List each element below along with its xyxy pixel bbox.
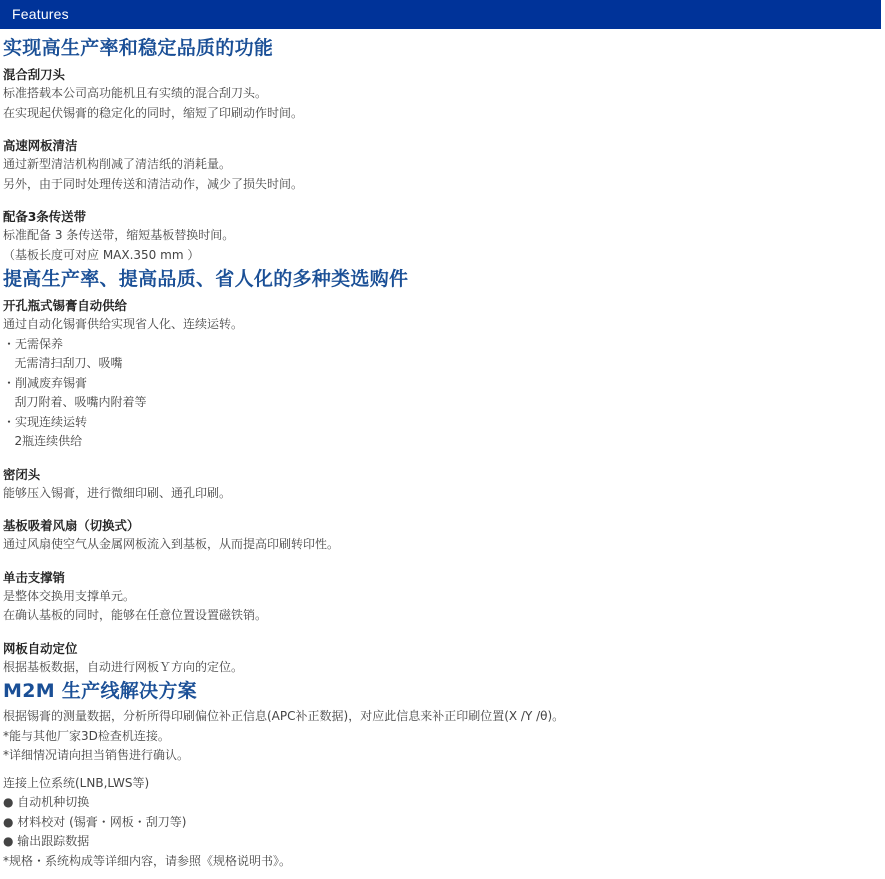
item-line: ・无需保养 (3, 336, 64, 351)
item-title: 高速网板清洁 (3, 138, 78, 153)
paragraph-line: ● 自动机种切换 (3, 795, 90, 809)
features-header-title: Features (12, 6, 69, 22)
feature-item-stencil-cleaning (3, 137, 881, 194)
item-line: 在实现起伏锡膏的稳定化的同时，缩短了印刷动作时间。 (3, 105, 304, 120)
features-content (3, 36, 881, 871)
feature-item-closed-head (3, 466, 881, 504)
item-line: 在确认基板的同时，能够在任意位置设置磁铁销。 (3, 608, 268, 622)
feature-item-auto-solder-supply (3, 297, 881, 452)
item-line: 通过新型清洁机构削减了清洁纸的消耗量。 (3, 157, 232, 171)
item-line: 通过风扇使空气从金属网板流入到基板，从而提高印刷转印性。 (3, 537, 340, 551)
section-heading-m2m: M2M 生产线解决方案 (3, 680, 197, 702)
item-line: 通过自动化锡膏供给实现省人化、连续运转。 (3, 317, 244, 331)
item-line: 标准配备 3 条传送带，缩短基板替换时间。 (3, 228, 235, 242)
item-line: ・实现连续运转 (3, 414, 88, 429)
item-line: 根据基板数据，自动进行网板Ｙ方向的定位。 (3, 659, 244, 674)
m2m-paragraph-2 (3, 774, 881, 872)
feature-item-stencil-positioning (3, 640, 881, 678)
feature-item-mixed-squeegee (3, 66, 881, 123)
section-heading-options: 提高生产率、提高品质、省人化的多种类选购件 (3, 268, 409, 290)
item-line: ・削减废弃锡膏 (3, 375, 88, 390)
item-title: 基板吸着风扇（切换式） (3, 518, 140, 533)
paragraph-line: 连接上位系统(LNB,LWS等) (3, 775, 150, 790)
item-title: 单击支撑销 (3, 569, 65, 585)
item-line: 另外，由于同时处理传送和清洁动作，减少了损失时间。 (3, 176, 304, 191)
item-title: 开孔瓶式锡膏自动供给 (3, 298, 127, 313)
paragraph-line: ● 材料校对 (锡膏・网板・刮刀等) (3, 814, 187, 829)
item-title: 密闭头 (3, 466, 41, 482)
feature-item-three-conveyors (3, 208, 881, 265)
item-line: 能够压入锡膏，进行微细印刷、通孔印刷。 (3, 485, 232, 500)
paragraph-line: ● 输出跟踪数据 (3, 834, 90, 848)
item-title: 配备3条传送带 (3, 209, 86, 224)
section-heading-productivity: 实现高生产率和稳定品质的功能 (3, 37, 274, 59)
feature-item-support-pin (3, 569, 881, 626)
paragraph-line: *规格・系统构成等详细内容，请参照《规格说明书》。 (3, 853, 292, 868)
paragraph-line: *详细情况请向担当销售进行确认。 (3, 748, 190, 762)
paragraph-line: *能与其他厂家3D检查机连接。 (3, 728, 170, 743)
item-line: （基板长度可对应 MAX.350 mm ） (3, 247, 200, 262)
feature-item-board-suction-fan (3, 517, 881, 555)
item-line: 2瓶连续供给 (3, 434, 83, 448)
item-line: 刮刀附着、吸嘴内附着等 (3, 395, 147, 409)
item-line: 标准搭载本公司高功能机且有实绩的混合刮刀头。 (3, 86, 268, 100)
item-line: 是整体交换用支撑单元。 (3, 588, 136, 603)
paragraph-line: 根据锡膏的测量数据，分析所得印刷偏位补正信息(APC补正数据)，对应此信息来补正印刷位置(X /Y /θ)。 (3, 709, 565, 723)
item-title: 混合刮刀头 (3, 67, 65, 82)
item-title: 网板自动定位 (3, 640, 78, 656)
item-line: 无需清扫刮刀、吸嘴 (3, 356, 123, 370)
features-header-bar (0, 0, 881, 29)
m2m-paragraph-1 (3, 707, 881, 766)
